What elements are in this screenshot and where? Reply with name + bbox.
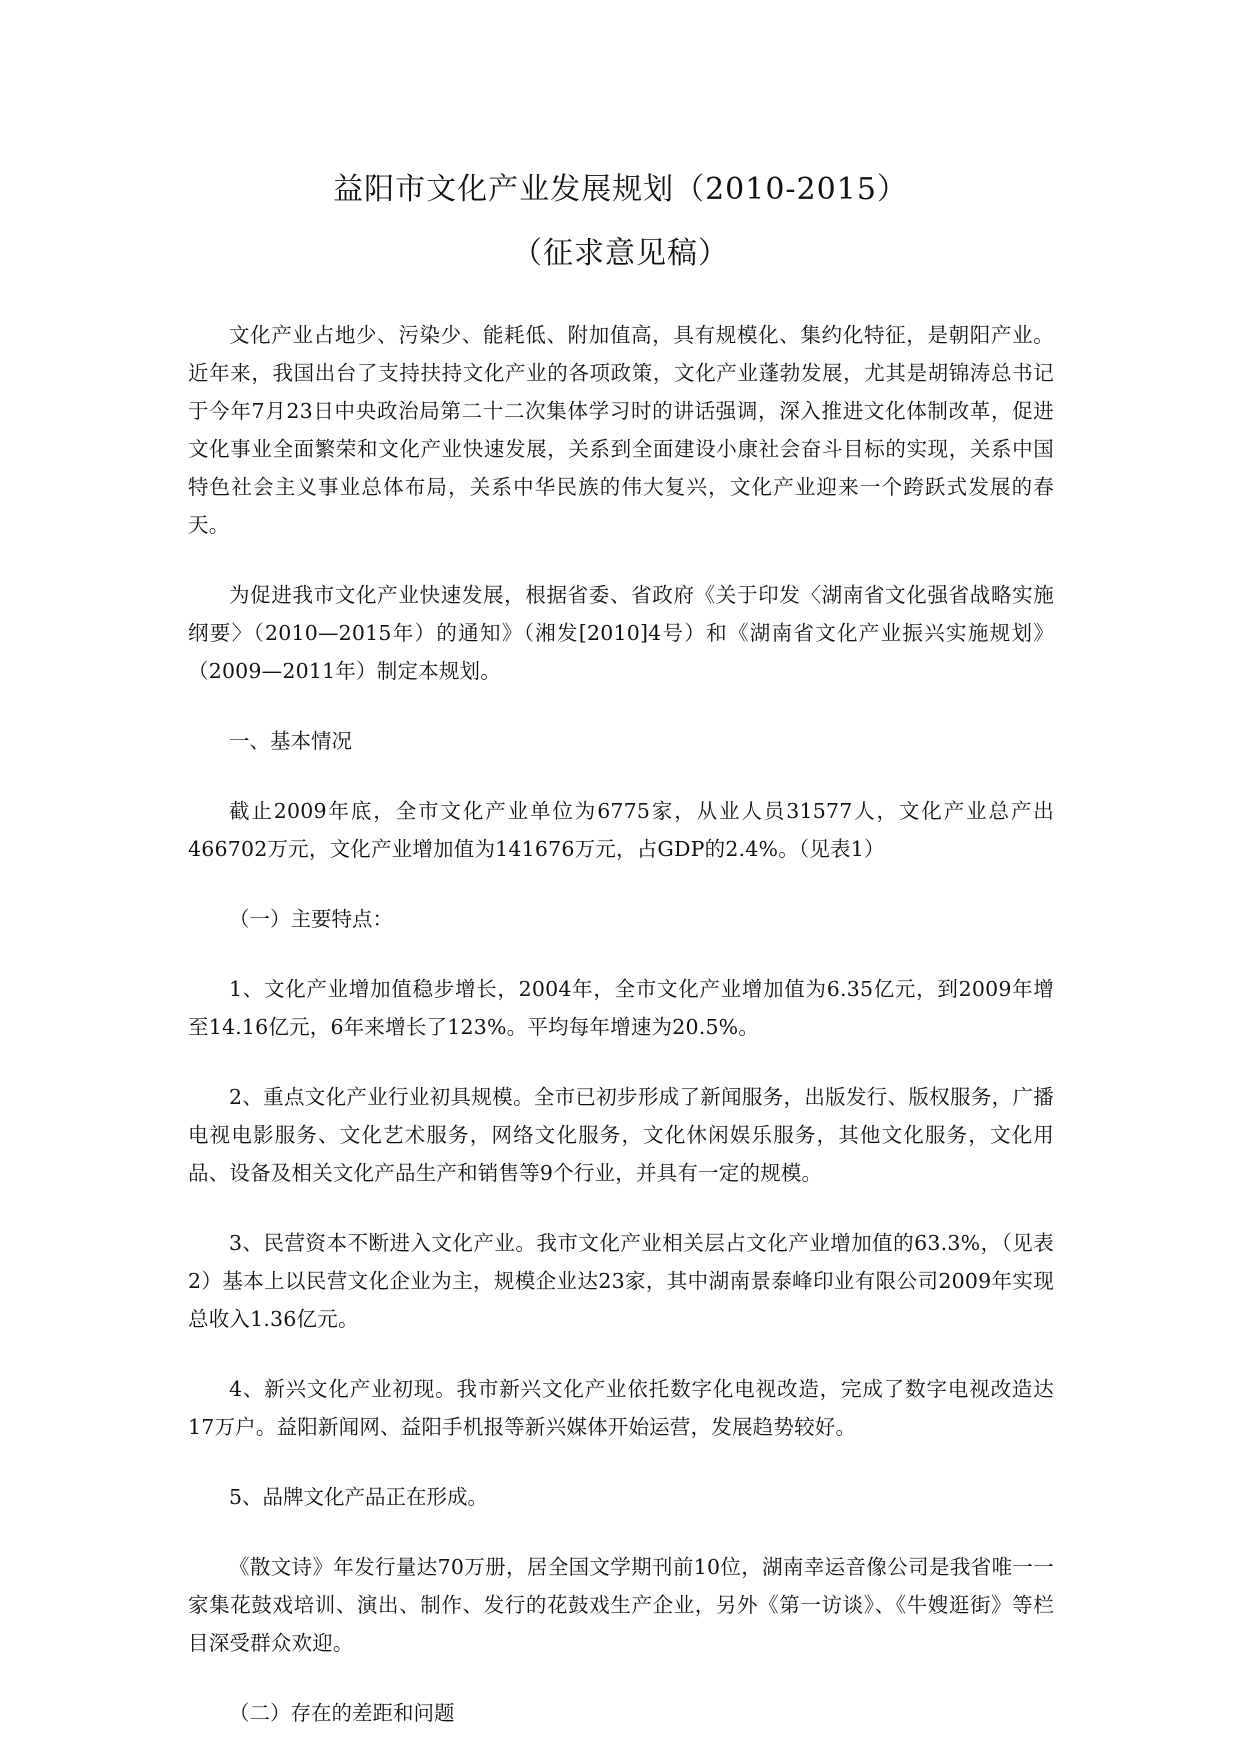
feature-paragraph-2: 2、重点文化产业行业初具规模。全市已初步形成了新闻服务，出版发行、版权服务，广播电视电影服务、文化艺术服务，网络文化服务，文化休闲娱乐服务，其他文化服务，文化用品、设备及相关文化产品生产和销售等9个行业，并具有一定的规模。 <box>188 1085 1054 1185</box>
feature-heading-5: 5、品牌文化产品正在形成。 <box>229 1485 489 1509</box>
feature-paragraph-4: 4、新兴文化产业初现。我市新兴文化产业依托数字化电视改造，完成了数字电视改造达17万户。益阳新闻网、益阳手机报等新兴媒体开始运营，发展趋势较好。 <box>188 1377 1054 1439</box>
intro-paragraph: 文化产业占地少、污染少、能耗低、附加值高，具有规模化、集约化特征，是朝阳产业。近年来，我国出台了支持扶持文化产业的各项政策，文化产业蓬勃发展，尤其是胡锦涛总书记于今年7月23日中央政治局第二十二次集体学习时的讲话强调，深入推进文化体制改革，促进文化事业全面繁荣和文化产业快速发展，关系到全面建设小康社会奋斗目标的实现，关系中国特色社会主义事业总体布局，关系中华民族的伟大复兴，文化产业迎来一个跨跃式发展的春天。 <box>188 323 1054 537</box>
document-body <box>188 316 1054 1764</box>
document-subtitle: （征求意见稿） <box>512 236 729 271</box>
section-heading-basic-situation: 一、基本情况 <box>229 729 352 753</box>
subsection-heading-gaps-problems: （二）存在的差距和问题 <box>229 1701 455 1725</box>
document-title: 益阳市文化产业发展规划（2010-2015） <box>333 172 908 207</box>
basis-paragraph: 为促进我市文化产业快速发展，根据省委、省政府《关于印发〈湖南省文化强省战略实施纲要〉（2010—2015年）的通知》（湘发[2010]4号）和《湖南省文化产业振兴实施规划》（2009—2011年）制定本规划。 <box>188 583 1054 683</box>
subsection-heading-main-features: （一）主要特点： <box>229 907 393 931</box>
feature-paragraph-1: 1、文化产业增加值稳步增长，2004年，全市文化产业增加值为6.35亿元，到2009年增至14.16亿元，6年来增长了123%。平均每年增速为20.5%。 <box>188 977 1054 1039</box>
brand-products-paragraph: 《散文诗》年发行量达70万册，居全国文学期刊前10位，湖南幸运音像公司是我省唯一一家集花鼓戏培训、演出、制作、发行的花鼓戏生产企业，另外《第一访谈》、《牛嫂逛街》等栏目深受群众欢迎。 <box>188 1555 1054 1655</box>
feature-paragraph-3: 3、民营资本不断进入文化产业。我市文化产业相关层占文化产业增加值的63.3%，（见表2）基本上以民营文化企业为主，规模企业达23家，其中湖南景泰峰印业有限公司2009年实现总收入1.36亿元。 <box>188 1231 1054 1331</box>
statistics-paragraph: 截止2009年底，全市文化产业单位为6775家，从业人员31577人，文化产业总产出466702万元，文化产业增加值为141676万元，占GDP的2.4%。（见表1） <box>188 799 1054 861</box>
